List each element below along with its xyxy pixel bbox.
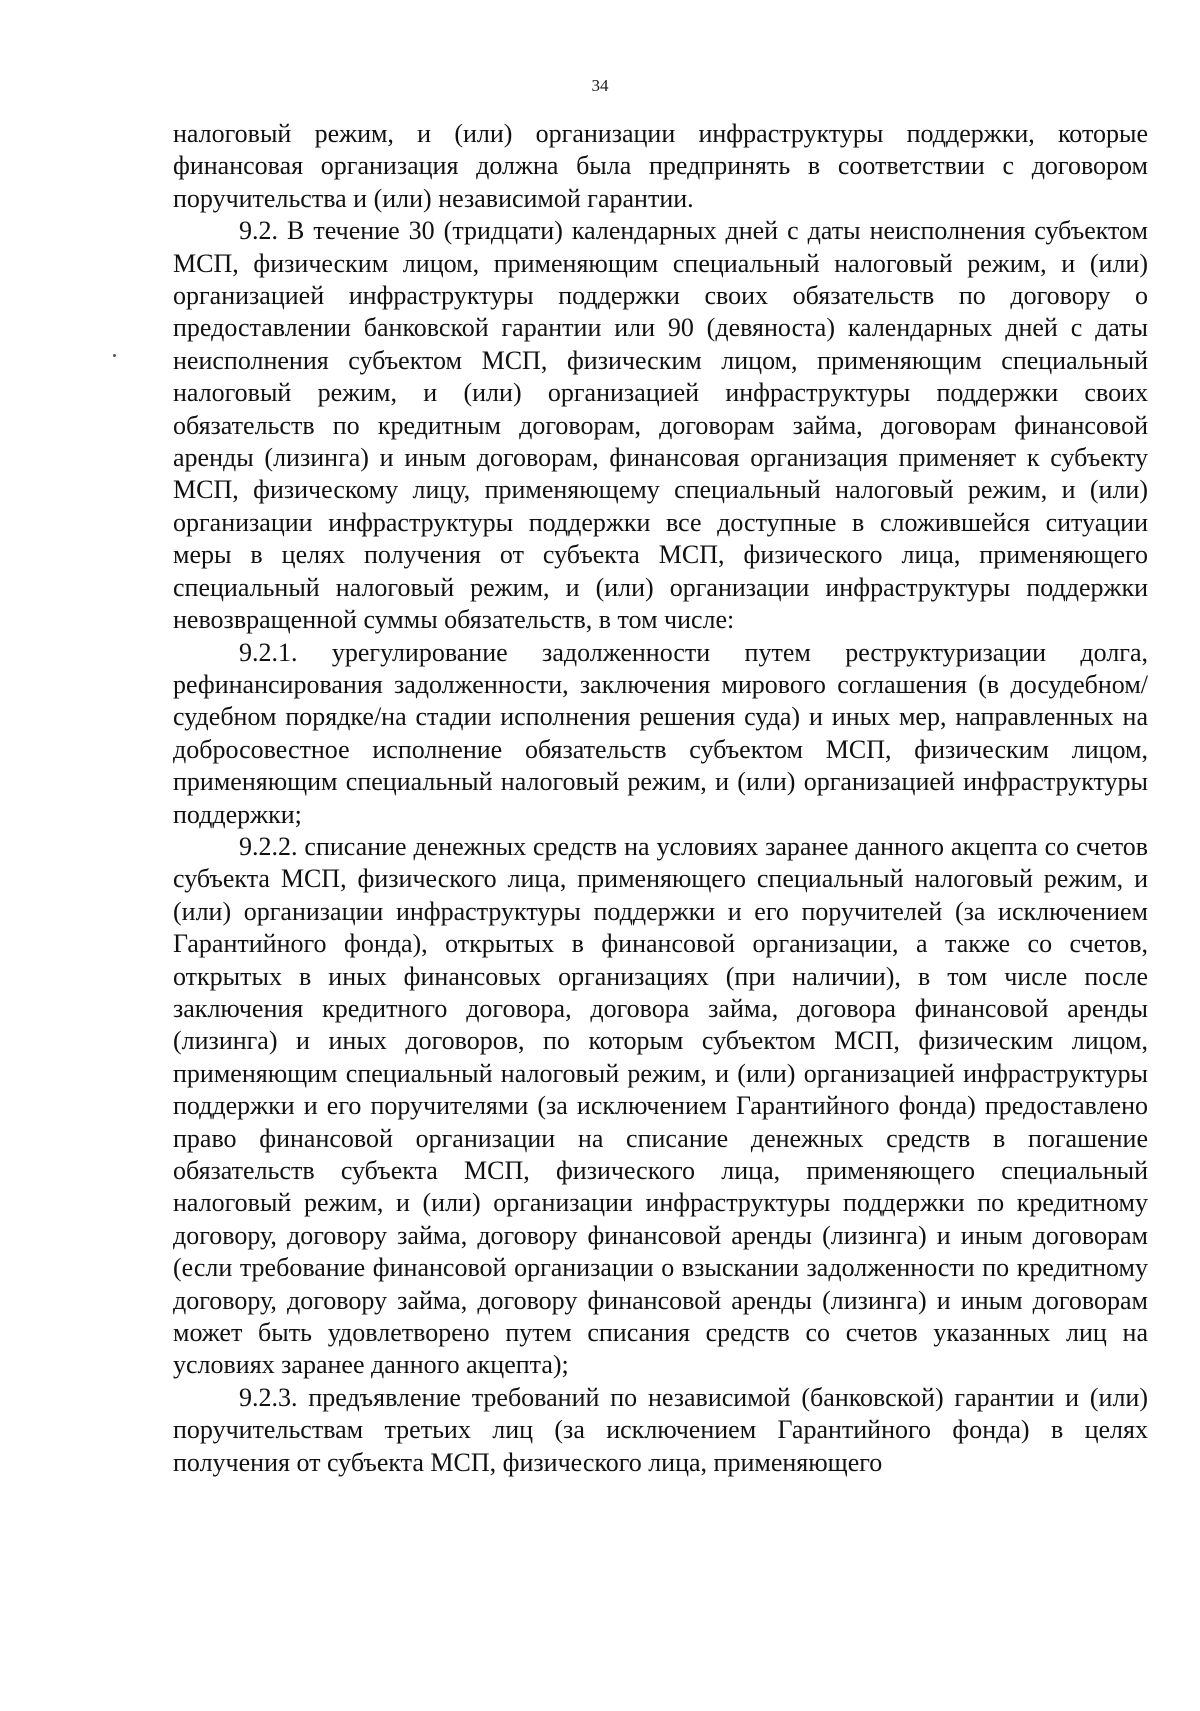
page-number: 34 — [591, 76, 609, 95]
paragraph-clause-9-2: 9.2. В течение 30 (тридцати) календарных дней с даты неисполнения субъектом МСП, физическим лицом, применяющим специальный налоговый режим, и (или) организацией инфраструктуры поддержки своих обязательств по договору о предоставлении банковской гарантии или 90 (девяноста) календарных дней с даты неисполнения субъектом МСП, физическим лицом, применяющим специальный налоговый режим, и (или) организацией инфраструктуры поддержки своих обязательств по кредитным договорам, договорам займа, договорам финансовой аренды (лизинга) и иным договорам, финансовая организация применяет к субъекту МСП, физическому лицу, применяющему специальный налоговый режим, и (или) организации инфраструктуры поддержки все доступные в сложившейся ситуации меры в целях получения от субъекта МСП, физического лица, применяющего специальный налоговый режим, и (или) организации инфраструктуры поддержки невозвращенной суммы обязательств, в том числе: — [173, 216, 1148, 635]
paragraph-clause-9-2-1: 9.2.1. урегулирование задолженности путем реструктуризации долга, рефинансирования задолженности, заключения мирового соглашения (в досудебном/судебном порядке/на стадии исполнения решения суда) и иных мер, направленных на добросовестное исполнение обязательств субъектом МСП, физическим лицом, применяющим специальный налоговый режим, и (или) организацией инфраструктуры поддержки; — [173, 637, 1148, 829]
scan-speck — [113, 354, 116, 357]
paragraph-clause-9-2-3: 9.2.3. предъявление требований по независимой (банковской) гарантии и (или) поручительствам третьих лиц (за исключением Гарантийного фонда) в целях получения от субъекта МСП, физического лица, применяющего — [173, 1382, 1148, 1477]
document-body — [173, 118, 1148, 1479]
paragraph-clause-9-2-2: 9.2.2. списание денежных средств на условиях заранее данного акцепта со счетов субъекта МСП, физического лица, применяющего специальный налоговый режим, и (или) организации инфраструктуры поддержки и его поручителей (за исключением Гарантийного фонда), открытых в финансовой организации, а также со счетов, открытых в иных финансовых организациях (при наличии), в том числе после заключения кредитного договора, договора займа, договора финансовой аренды (лизинга) и иных договоров, по которым субъектом МСП, физическим лицом, применяющим специальный налоговый режим, и (или) организацией инфраструктуры поддержки и его поручителями (за исключением Гарантийного фонда) предоставлено право финансовой организации на списание денежных средств в погашение обязательств субъекта МСП, физического лица, применяющего специальный налоговый режим, и (или) организации инфраструктуры поддержки по кредитному договору, договору займа, договору финансовой аренды (лизинга) и иным договорам (если требование финансовой организации о взыскании задолженности по кредитному договору, договору займа, договору финансовой аренды (лизинга) и иным договорам может быть удовлетворено путем списания средств со счетов указанных лиц на условиях заранее данного акцепта); — [173, 831, 1148, 1380]
paragraph-continuation: налоговый режим, и (или) организации инфраструктуры поддержки, которые финансовая организация должна была предпринять в соответствии с договором поручительства и (или) независимой гарантии. — [173, 119, 1148, 213]
